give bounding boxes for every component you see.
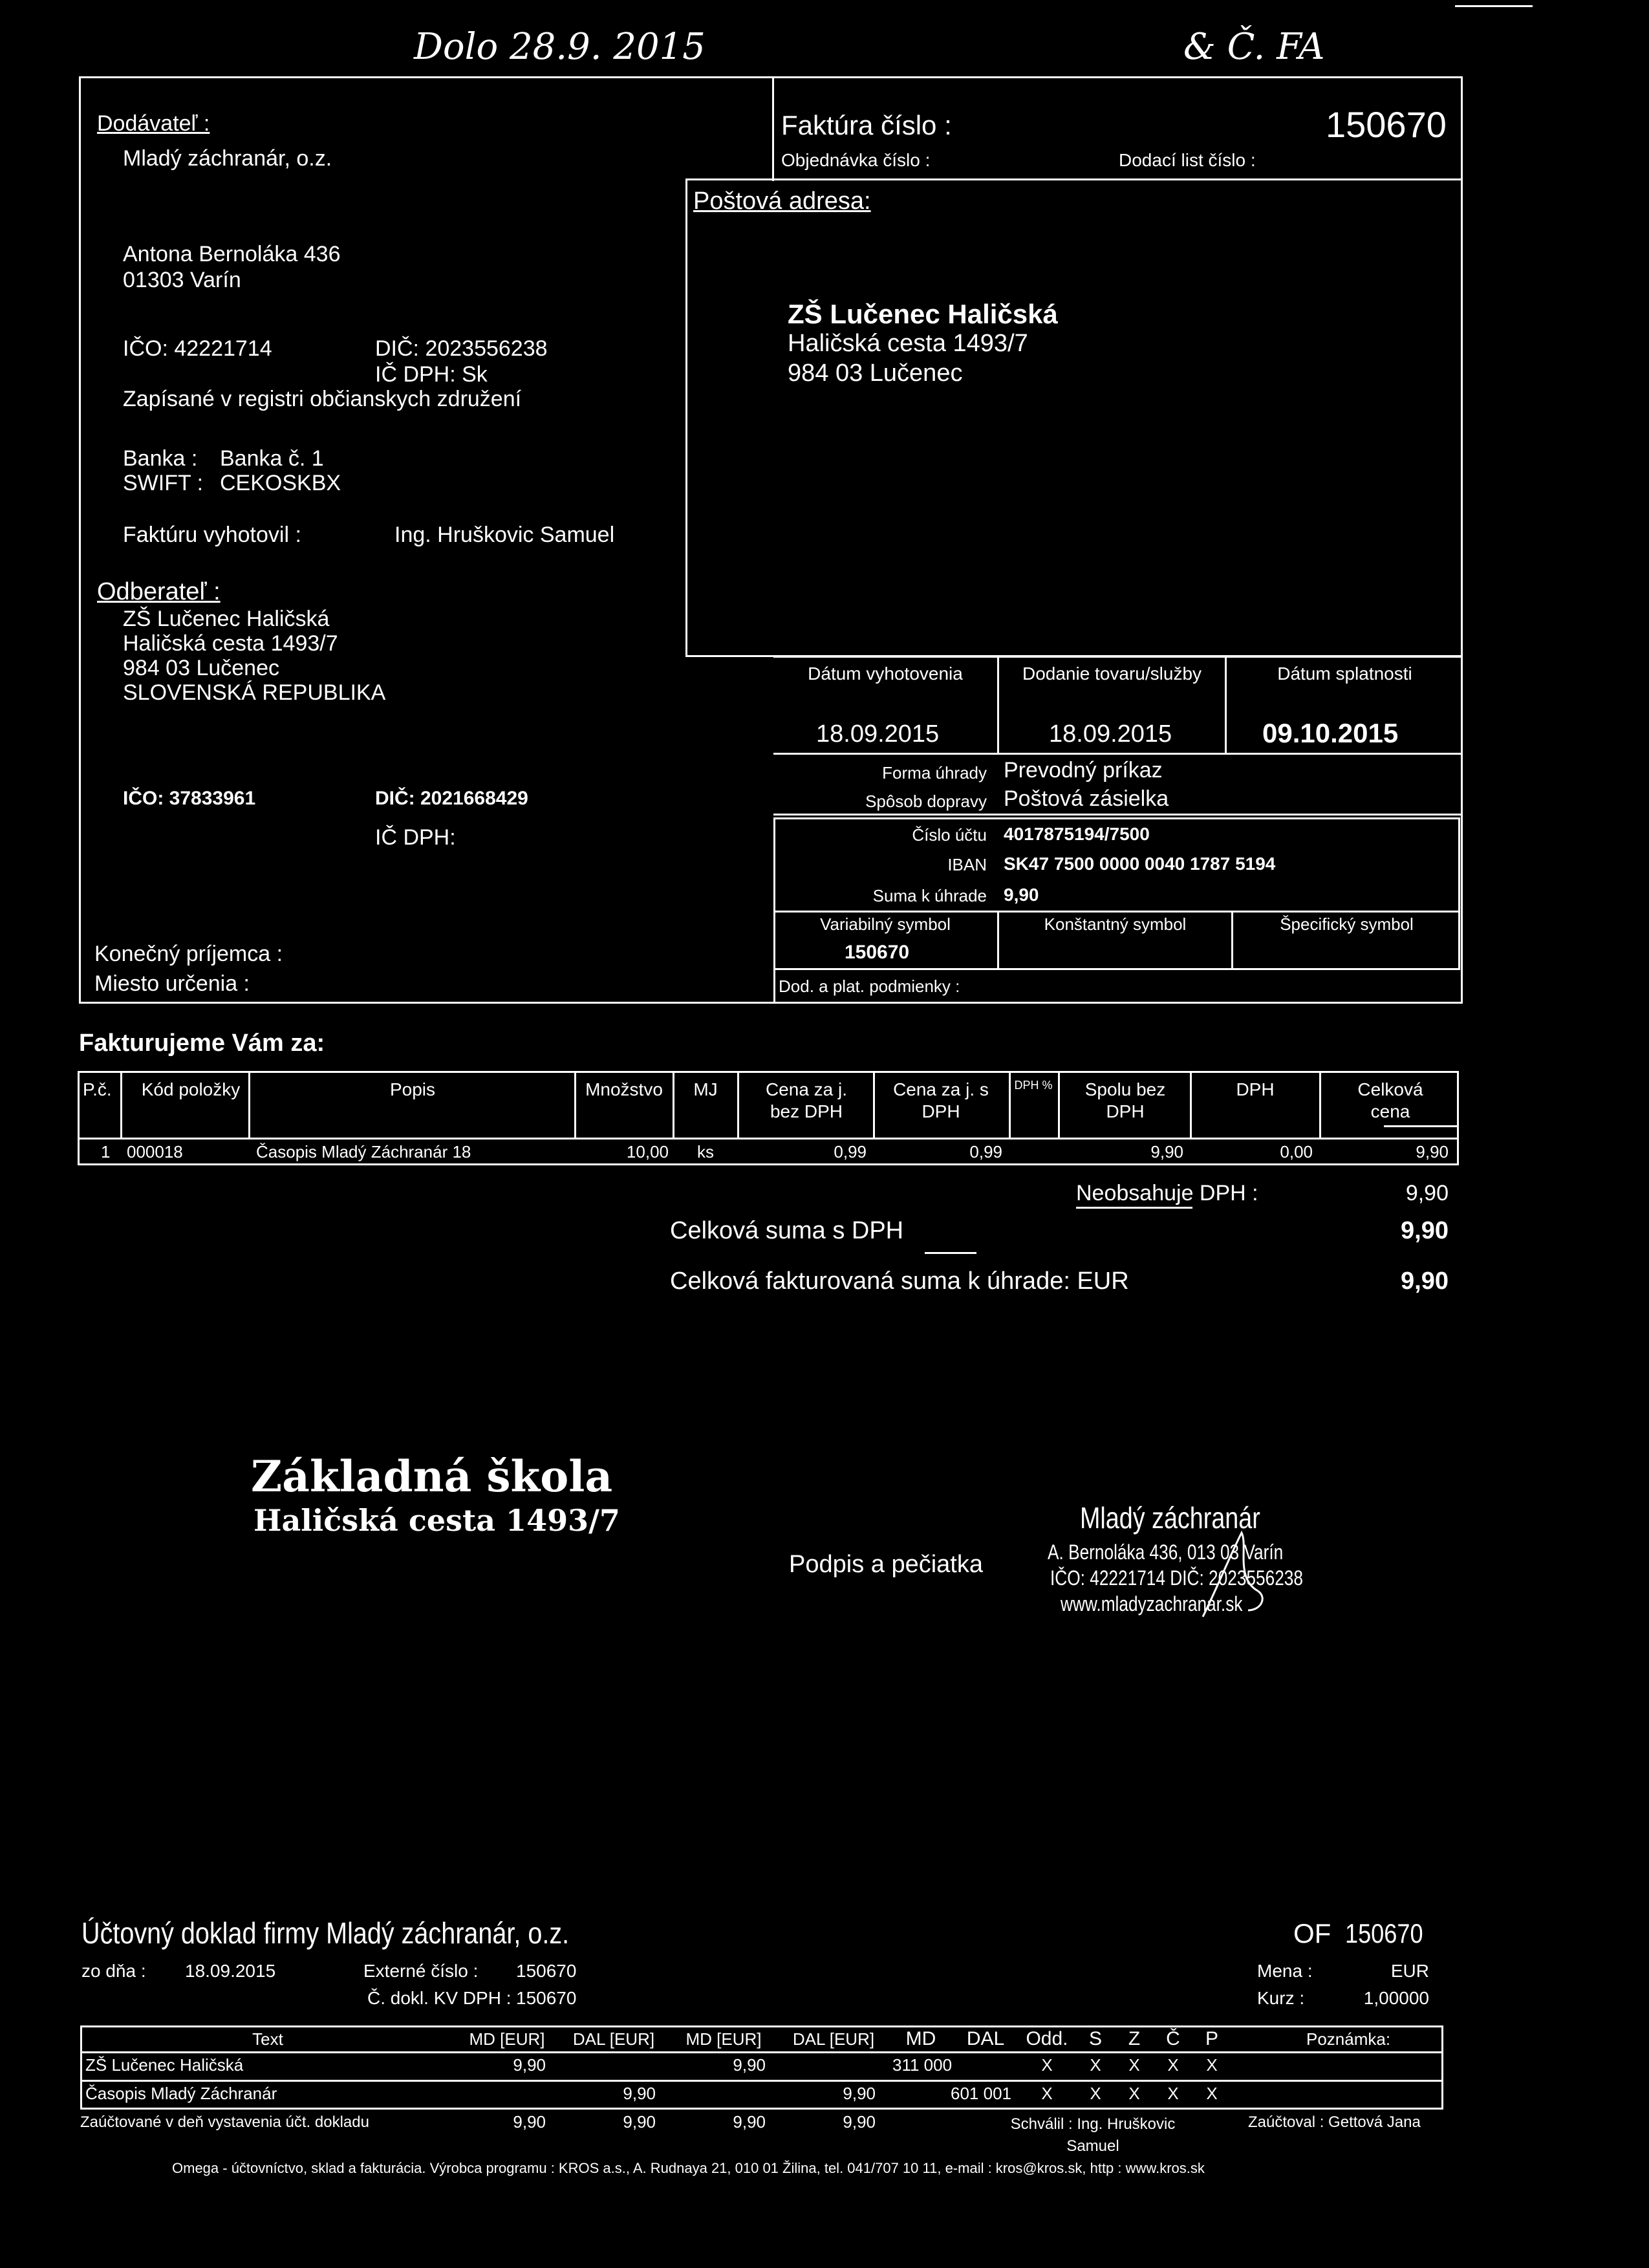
iban-label: IBAN	[947, 855, 987, 874]
accounting-title: Účtovný doklad firmy Mladý záchranár, o.z.	[81, 1916, 570, 1950]
acc-row1-note: X	[1206, 2055, 1218, 2075]
total-with-vat-underline	[925, 1252, 976, 1254]
acc-header-note: Poznámka:	[1306, 2029, 1391, 2049]
supplier-name: Mladý záchranár, o.z.	[123, 146, 332, 171]
item-pc: 1	[101, 1142, 111, 1161]
acc-header-dal1: DAL [EUR]	[572, 2029, 655, 2049]
rate-label: Kurz :	[1257, 1988, 1305, 2008]
acc-header-dal: DAL	[966, 2028, 1005, 2049]
acc-row1-p: X	[1167, 2055, 1179, 2075]
rate-value: 1,00000	[1363, 1988, 1429, 2008]
org-stamp-line3: IČO: 42221714 DIČ: 2023556238	[1050, 1566, 1303, 1590]
total-invoiced-value: 9,90	[1401, 1268, 1449, 1295]
issue-date-value: 18.09.2015	[816, 720, 940, 748]
bank-label: Banka :	[123, 446, 198, 471]
dates-top-line	[773, 656, 1463, 658]
acc-footer-approved: Schválil : Ing. Hruškovic Samuel	[1010, 2115, 1176, 2155]
invoice-number: 150670	[1326, 104, 1447, 145]
payment-method-value: Prevodný príkaz	[1004, 758, 1163, 783]
header-divider	[772, 76, 774, 181]
currency-value: EUR	[1390, 1961, 1429, 1981]
supplier-ic-dph: IČ DPH: Sk	[375, 362, 488, 387]
accounting-row-line	[80, 2080, 1443, 2082]
items-col-sep	[737, 1071, 739, 1139]
postal-city: 984 03 Lučenec	[788, 360, 963, 387]
acc-header-text: Text	[252, 2029, 283, 2049]
col-header-pc: P.č.	[83, 1079, 112, 1099]
items-heading: Fakturujeme Vám za:	[79, 1030, 325, 1057]
no-vat-underline	[1076, 1207, 1192, 1209]
no-vat-label: Neobsahuje DPH :	[1076, 1181, 1258, 1205]
acc-row2-z: X	[1090, 2084, 1101, 2103]
acc-row2-p: X	[1167, 2084, 1179, 2103]
issue-date-label: Dátum vyhotovenia	[808, 664, 963, 684]
acc-header-p: P	[1205, 2028, 1218, 2049]
currency-label: Mena :	[1257, 1961, 1313, 1981]
external-number-label: Externé číslo :	[363, 1961, 479, 1981]
item-total: 9,90	[1416, 1142, 1449, 1161]
col-header-qty: Množstvo	[585, 1079, 663, 1099]
supplier-street: Antona Bernoláka 436	[123, 242, 341, 266]
signature-scribble	[1196, 1520, 1274, 1623]
swift-label: SWIFT :	[123, 471, 204, 495]
delivery-note-label: Dodací list číslo :	[1119, 150, 1256, 170]
acc-row1-md1: 9,90	[513, 2055, 546, 2075]
items-col-sep	[1058, 1071, 1060, 1139]
constant-symbol-label: Konštantný symbol	[1044, 914, 1187, 934]
acc-header-s: S	[1088, 2028, 1102, 2049]
supplier-ico: IČO: 42221714	[123, 336, 272, 361]
item-unit-gross: 0,99	[969, 1142, 1002, 1161]
swift-value: CEKOSKBX	[220, 471, 341, 495]
kv-dph-label: Č. dokl. KV DPH :	[367, 1988, 512, 2008]
destination-label: Miesto určenia :	[94, 971, 250, 996]
school-stamp-line2: Haličská cesta 1493/7	[253, 1503, 620, 1538]
customer-ico: IČO: 37833961	[123, 788, 256, 809]
transport-label: Spôsob dopravy	[865, 792, 987, 811]
account-label: Číslo účtu	[912, 825, 987, 845]
postal-label: Poštová adresa:	[693, 188, 871, 215]
issued-by-label: Faktúru vyhotovil :	[123, 523, 301, 547]
acc-row1-s: X	[1041, 2055, 1053, 2075]
delivery-date-label: Dodanie tovaru/služby	[1022, 664, 1202, 684]
customer-city: 984 03 Lučenec	[123, 656, 279, 680]
accounting-code: OF	[1293, 1918, 1331, 1949]
payment-method-label: Forma úhrady	[882, 763, 987, 783]
bank-value: Banka č. 1	[220, 446, 324, 471]
acc-header-md: MD	[905, 2028, 936, 2049]
accounting-number: 150670	[1345, 1918, 1423, 1949]
col-header-unit-net: Cena za j. bez DPH	[765, 1079, 848, 1121]
corner-line	[1455, 5, 1533, 7]
no-vat-value: 9,90	[1405, 1181, 1449, 1205]
invoice-title: Faktúra číslo :	[781, 110, 952, 140]
software-info: Omega - účtovníctvo, sklad a fakturácia. Výrobca programu : KROS a.s., A. Rudnaya 21, 010 01 Žilina, tel. 041/707 10 11, e-mail : kros@kros.sk, http : www.kros.sk	[172, 2160, 1205, 2176]
total-with-vat-value: 9,90	[1401, 1217, 1449, 1244]
variable-symbol-value: 150670	[845, 942, 910, 963]
customer-country: SLOVENSKÁ REPUBLIKA	[123, 680, 386, 705]
delivery-date-value: 18.09.2015	[1049, 720, 1172, 748]
supplier-registry: Zapísané v registri občianskych združení	[123, 387, 522, 411]
acc-header-odd: Odd.	[1026, 2028, 1068, 2049]
col-header-vat: DPH	[1236, 1079, 1275, 1099]
handwritten-initials: & Č. FA	[1183, 26, 1325, 68]
amount-value: 9,90	[1004, 885, 1039, 905]
item-vat: 0,00	[1280, 1142, 1313, 1161]
supplier-dic: DIČ: 2023556238	[375, 336, 548, 361]
kv-dph-value: 150670	[516, 1988, 577, 2008]
acc-row2-dal2: 9,90	[843, 2084, 876, 2103]
col-header-code: Kód položky	[141, 1079, 241, 1099]
acc-row2-c: X	[1128, 2084, 1140, 2103]
amount-label: Suma k úhrade	[872, 886, 987, 905]
customer-ic-dph: IČ DPH:	[375, 825, 456, 850]
acc-row1-md2: 9,90	[733, 2055, 766, 2075]
item-total-net: 9,90	[1150, 1142, 1183, 1161]
customer-dic: DIČ: 2021668429	[375, 788, 528, 809]
postal-address-box	[685, 178, 1463, 657]
school-stamp-line1: Základná škola	[251, 1451, 613, 1502]
acc-row1-md: 311 000	[892, 2055, 953, 2075]
acc-footer-dal2: 9,90	[843, 2112, 876, 2132]
final-recipient-label: Konečný príjemca :	[94, 942, 283, 966]
item-mj: ks	[697, 1142, 714, 1161]
dates-bottom-line	[773, 753, 1463, 755]
accounting-date-label: zo dňa :	[81, 1961, 146, 1981]
postal-name: ZŠ Lučenec Haličská	[788, 299, 1058, 329]
acc-row2-dal: 601 001	[951, 2084, 1011, 2103]
supplier-city: 01303 Varín	[123, 268, 241, 292]
col-header-unit-gross: Cena za j. s DPH	[893, 1079, 989, 1121]
acc-row2-s: X	[1041, 2084, 1053, 2103]
symbols-top-line	[773, 911, 1460, 913]
col-header-total: Celková cena	[1357, 1079, 1423, 1121]
customer-street: Haličská cesta 1493/7	[123, 631, 338, 656]
accounting-header-line	[80, 2051, 1443, 2053]
due-date-label: Dátum splatnosti	[1277, 664, 1412, 684]
org-stamp-line4: www.mladyzachranar.sk	[1061, 1592, 1243, 1615]
acc-row2-dal1: 9,90	[623, 2084, 656, 2103]
item-qty: 10,00	[626, 1142, 669, 1161]
acc-row1-text: ZŠ Lučenec Haličská	[85, 2055, 244, 2075]
acc-row2-text: Časopis Mladý Záchranár	[85, 2084, 277, 2103]
item-desc: Časopis Mladý Záchranár 18	[256, 1142, 471, 1161]
total-with-vat-label: Celková suma s DPH	[670, 1217, 904, 1244]
iban-value: SK47 7500 0000 0040 1787 5194	[1004, 854, 1276, 874]
acc-footer-md1: 9,90	[513, 2112, 546, 2132]
col-header-mj: MJ	[693, 1079, 718, 1099]
acc-header-md2: MD [EUR]	[685, 2029, 762, 2049]
acc-footer-booked: Zaúčtoval : Gettová Jana	[1248, 2113, 1421, 2131]
items-col-sep	[248, 1071, 250, 1139]
items-col-sep	[1319, 1071, 1321, 1139]
org-stamp-line2: A. Bernoláka 436, 013 03 Varín	[1048, 1540, 1284, 1564]
items-header-tick	[1384, 1125, 1459, 1127]
specific-symbol-label: Špecifický symbol	[1280, 914, 1414, 934]
transport-line	[773, 814, 1463, 815]
handwritten-date-note: Dolo 28.9. 2015	[414, 26, 706, 68]
item-code: 000018	[127, 1142, 183, 1161]
item-unit-net: 0,99	[834, 1142, 867, 1161]
issued-by-value: Ing. Hruškovic Samuel	[394, 523, 615, 547]
external-number-value: 150670	[516, 1961, 577, 1981]
conditions-divider	[773, 970, 775, 1004]
accounting-date-value: 18.09.2015	[185, 1961, 276, 1981]
acc-row2-note: X	[1206, 2084, 1218, 2103]
acc-row1-c: X	[1128, 2055, 1140, 2075]
col-header-total-net: Spolu bez DPH	[1084, 1079, 1166, 1121]
acc-footer-md2: 9,90	[733, 2112, 766, 2132]
transport-value: Poštová zásielka	[1004, 786, 1169, 811]
org-stamp-line1: Mladý záchranár	[1080, 1501, 1260, 1535]
acc-header-md1: MD [EUR]	[469, 2029, 545, 2049]
signature-label: Podpis a pečiatka	[789, 1551, 983, 1578]
supplier-label: Dodávateľ :	[97, 111, 210, 136]
postal-street: Haličská cesta 1493/7	[788, 330, 1028, 357]
acc-header-c: Č	[1166, 2028, 1180, 2049]
acc-footer-label: Zaúčtované v deň vystavenia účt. dokladu	[80, 2113, 369, 2131]
account-value: 4017875194/7500	[1004, 824, 1150, 844]
conditions-label: Dod. a plat. podmienky :	[779, 977, 960, 996]
items-col-sep	[873, 1071, 875, 1139]
customer-label: Odberateľ :	[97, 578, 221, 605]
customer-name: ZŠ Lučenec Haličská	[123, 607, 330, 631]
variable-symbol-label: Variabilný symbol	[820, 914, 951, 934]
acc-footer-dal1: 9,90	[623, 2112, 656, 2132]
total-invoiced-label: Celková fakturovaná suma k úhrade: EUR	[670, 1268, 1129, 1295]
acc-header-z: Z	[1128, 2028, 1141, 2049]
acc-header-dal2: DAL [EUR]	[792, 2029, 875, 2049]
acc-row1-z: X	[1090, 2055, 1101, 2075]
col-header-desc: Popis	[389, 1079, 436, 1099]
due-date-value: 09.10.2015	[1262, 718, 1399, 748]
order-number-label: Objednávka číslo :	[781, 150, 931, 170]
col-header-vat-pct: DPH %	[1014, 1079, 1053, 1092]
items-col-sep	[1009, 1071, 1011, 1139]
